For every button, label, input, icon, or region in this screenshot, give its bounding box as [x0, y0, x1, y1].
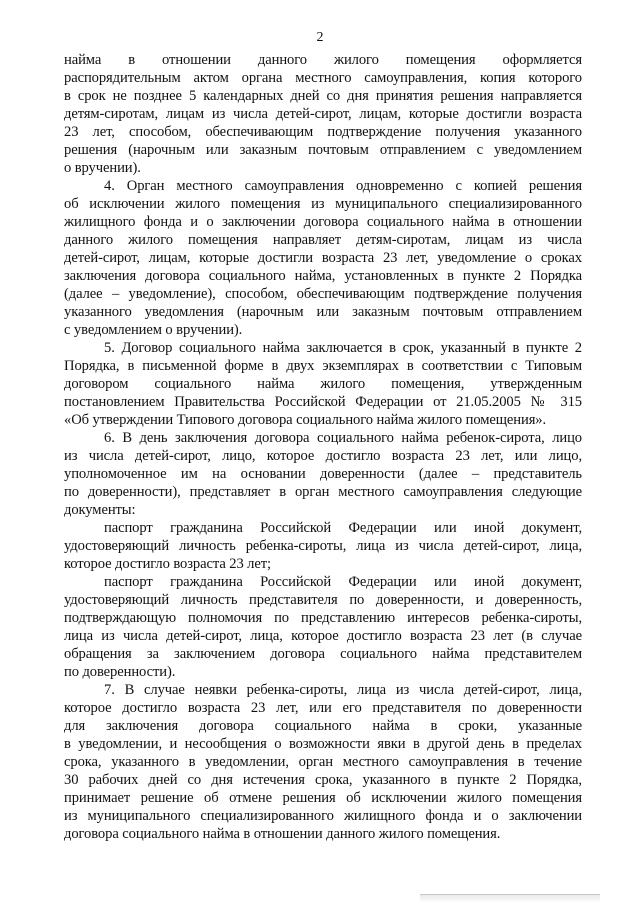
- text-line: 7. В случае неявки ребенка-сироты, лица из числа детей-сирот, лица,: [104, 682, 582, 698]
- text-line: договора социального найма в отношении данного жилого помещения.: [64, 826, 501, 842]
- text-line: детям-сиротам, лицам из числа детей-сирот, лицам, которые достигли возраста: [64, 106, 582, 122]
- text-line: паспорт гражданина Российской Федерации или иной документ,: [104, 574, 582, 590]
- text-line: по доверенности).: [64, 664, 176, 680]
- text-line: распорядительным актом органа местного самоуправления, копия которого: [64, 70, 582, 86]
- text-line: (далее – уведомление), способом, обеспечивающим подтверждение получения: [64, 286, 582, 302]
- text-line: Порядка, в письменной форме в двух экземплярах в соответствии с Типовым: [64, 358, 582, 374]
- text-line: договором социального найма жилого помещения, утвержденным: [64, 376, 582, 392]
- text-line: паспорт гражданина Российской Федерации или иной документ,: [104, 520, 582, 536]
- text-line: заключения договора социального найма, установленных в пункте 2 Порядка: [64, 268, 582, 284]
- text-line: указанного уведомления (нарочным или заказным почтовым отправлением: [64, 304, 582, 320]
- text-line: которое достигло возраста 23 лет;: [64, 556, 271, 572]
- text-line: по доверенности), представляет в орган местного самоуправления следующие: [64, 484, 582, 500]
- text-line: «Об утверждении Типового договора социального найма жилого помещения».: [64, 412, 547, 428]
- text-line: 6. В день заключения договора социального найма ребенок-сирота, лицо: [104, 430, 582, 446]
- text-line: 30 рабочих дней со дня истечения срока, указанного в пункте 2 Порядка,: [64, 772, 582, 788]
- text-line: найма в отношении данного жилого помещения оформляется: [64, 52, 582, 68]
- page-number: 2: [316, 30, 324, 45]
- text-line: об исключении жилого помещения из муниципального специализированного: [64, 196, 582, 212]
- text-line: из муниципального специализированного жилищного фонда и о заключении: [64, 808, 582, 824]
- text-line: решения (нарочным или заказным почтовым отправлением с уведомлением: [64, 142, 582, 158]
- text-line: удостоверяющий личность представителя по доверенности, и доверенность,: [64, 592, 582, 608]
- scan-edge-mark: [420, 894, 600, 903]
- text-line: срока, указанного в уведомлении, орган местного самоуправления в течение: [64, 754, 582, 770]
- text-line: уполномоченное им на основании доверенности (далее – представитель: [64, 466, 582, 482]
- text-line: в срок не позднее 5 календарных дней со дня принятия решения направляется: [64, 88, 582, 104]
- text-line: подтверждающую полномочия по представлению интересов ребенка-сироты,: [64, 610, 582, 626]
- text-line: принимает решение об отмене решения об исключении жилого помещения: [64, 790, 582, 806]
- text-line: документы:: [64, 502, 136, 518]
- text-line: о вручении).: [64, 160, 141, 176]
- text-line: 4. Орган местного самоуправления одновременно с копией решения: [104, 178, 582, 194]
- text-line: жилищного фонда и о заключении договора социального найма в отношении: [64, 214, 582, 230]
- text-line: обращения за заключением договора социального найма представителем: [64, 646, 582, 662]
- text-line: в уведомлении, и несообщения о возможности явки в другой день в пределах: [64, 736, 582, 752]
- text-line: данного жилого помещения направляет детям-сиротам, лицам из числа: [64, 232, 582, 248]
- text-line: 23 лет, способом, обеспечивающим подтверждение получения указанного: [64, 124, 582, 140]
- text-line: с уведомлением о вручении).: [64, 322, 243, 338]
- text-line: которое достигло возраста 23 лет, или его представителя по доверенности: [64, 700, 582, 716]
- text-line: для заключения договора социального найма в сроки, указанные: [64, 718, 582, 734]
- text-line: постановлением Правительства Российской Федерации от 21.05.2005 № 315: [64, 394, 582, 410]
- text-line: удостоверяющий личность ребенка-сироты, лица из числа детей-сирот, лица,: [64, 538, 582, 554]
- text-line: детей-сирот, лицам, которые достигли возраста 23 лет, уведомление о сроках: [64, 250, 582, 266]
- text-line: из числа детей-сирот, лицо, которое достигло возраста 23 лет, или лицо,: [64, 448, 582, 464]
- text-line: 5. Договор социального найма заключается в срок, указанный в пункте 2: [104, 340, 582, 356]
- text-line: лица из числа детей-сирот, лица, которое достигло возраста 23 лет (в случае: [64, 628, 582, 644]
